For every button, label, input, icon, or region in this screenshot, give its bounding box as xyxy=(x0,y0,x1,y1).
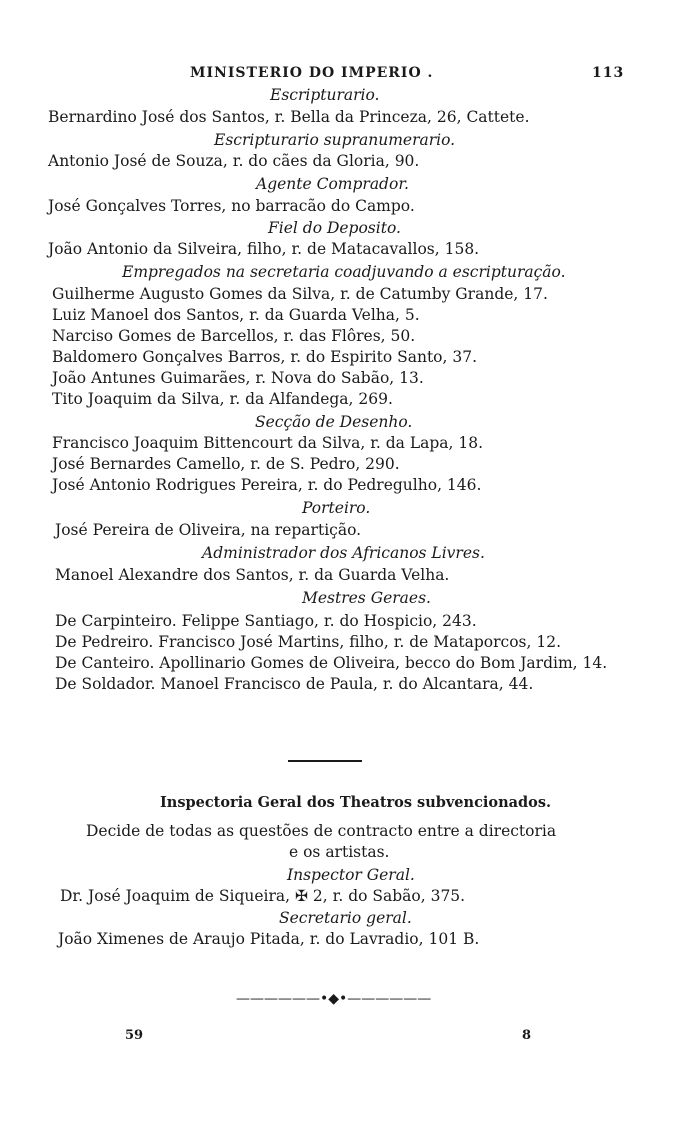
subheading: Inspector Geral. xyxy=(287,866,415,884)
signature-mark-left: 59 xyxy=(125,1028,144,1043)
entry-line: De Carpinteiro. Felippe Santiago, r. do Hospicio, 243. xyxy=(55,612,477,630)
subheading: Empregados na secretaria coadjuvando a escripturação. xyxy=(122,263,566,281)
entry-line: José Bernardes Camello, r. de S. Pedro, 290. xyxy=(52,455,400,473)
subheading: Escripturario. xyxy=(270,86,380,104)
subheading: Mestres Geraes. xyxy=(302,589,431,607)
description-line: e os artistas. xyxy=(289,843,390,861)
entry-line: José Antonio Rodrigues Pereira, r. do Pedregulho, 146. xyxy=(52,476,482,494)
section-divider xyxy=(288,760,362,762)
entry-line: José Gonçalves Torres, no barracão do Campo. xyxy=(48,197,415,215)
subheading: Secção de Desenho. xyxy=(255,413,413,431)
subheading: Administrador dos Africanos Livres. xyxy=(202,544,485,562)
entry-line: Baldomero Gonçalves Barros, r. do Espirito Santo, 37. xyxy=(52,348,478,366)
entry-line: Antonio José de Souza, r. do cães da Gloria, 90. xyxy=(48,152,420,170)
entry-line: Narciso Gomes de Barcellos, r. das Flôres, 50. xyxy=(52,327,416,345)
subheading: Escripturario supranumerario. xyxy=(214,131,456,149)
entry-line: João Ximenes de Araujo Pitada, r. do Lavradio, 101 B. xyxy=(58,930,480,948)
page-number: 113 xyxy=(592,65,625,81)
subheading: Fiel do Deposito. xyxy=(268,219,401,237)
entry-line: João Antonio da Silveira, filho, r. de Matacavallos, 158. xyxy=(48,240,480,258)
entry-line: Tito Joaquim da Silva, r. da Alfandega, 269. xyxy=(52,390,393,408)
entry-line: De Pedreiro. Francisco José Martins, filho, r. de Mataporcos, 12. xyxy=(55,633,561,651)
entry-line: Manoel Alexandre dos Santos, r. da Guarda Velha. xyxy=(55,566,450,584)
entry-line: Bernardino José dos Santos, r. Bella da Princeza, 26, Cattete. xyxy=(48,108,530,126)
ornament-rule: ——————•◆•—————— xyxy=(236,991,432,1007)
description-line: Decide de todas as questões de contracto entre a directoria xyxy=(86,822,557,840)
section-title: Inspectoria Geral dos Theatros subvencionados. xyxy=(160,794,552,811)
running-title: MINISTERIO DO IMPERIO . xyxy=(190,65,434,81)
entry-line: Luiz Manoel dos Santos, r. da Guarda Velha, 5. xyxy=(52,306,420,324)
signature-mark-right: 8 xyxy=(522,1028,532,1043)
entry-line: De Canteiro. Apollinario Gomes de Oliveira, becco do Bom Jardim, 14. xyxy=(55,654,608,672)
entry-line: João Antunes Guimarães, r. Nova do Sabão, 13. xyxy=(52,369,424,387)
subheading: Agente Comprador. xyxy=(256,175,409,193)
entry-line: De Soldador. Manoel Francisco de Paula, r. do Alcantara, 44. xyxy=(55,675,534,693)
entry-line: Guilherme Augusto Gomes da Silva, r. de Catumby Grande, 17. xyxy=(52,285,548,303)
subheading: Porteiro. xyxy=(302,499,371,517)
entry-line: Dr. José Joaquim de Siqueira, ✠ 2, r. do Sabão, 375. xyxy=(60,887,466,905)
entry-line: José Pereira de Oliveira, na repartição. xyxy=(55,521,362,539)
subheading: Secretario geral. xyxy=(279,909,412,927)
entry-line: Francisco Joaquim Bittencourt da Silva, r. da Lapa, 18. xyxy=(52,434,484,452)
